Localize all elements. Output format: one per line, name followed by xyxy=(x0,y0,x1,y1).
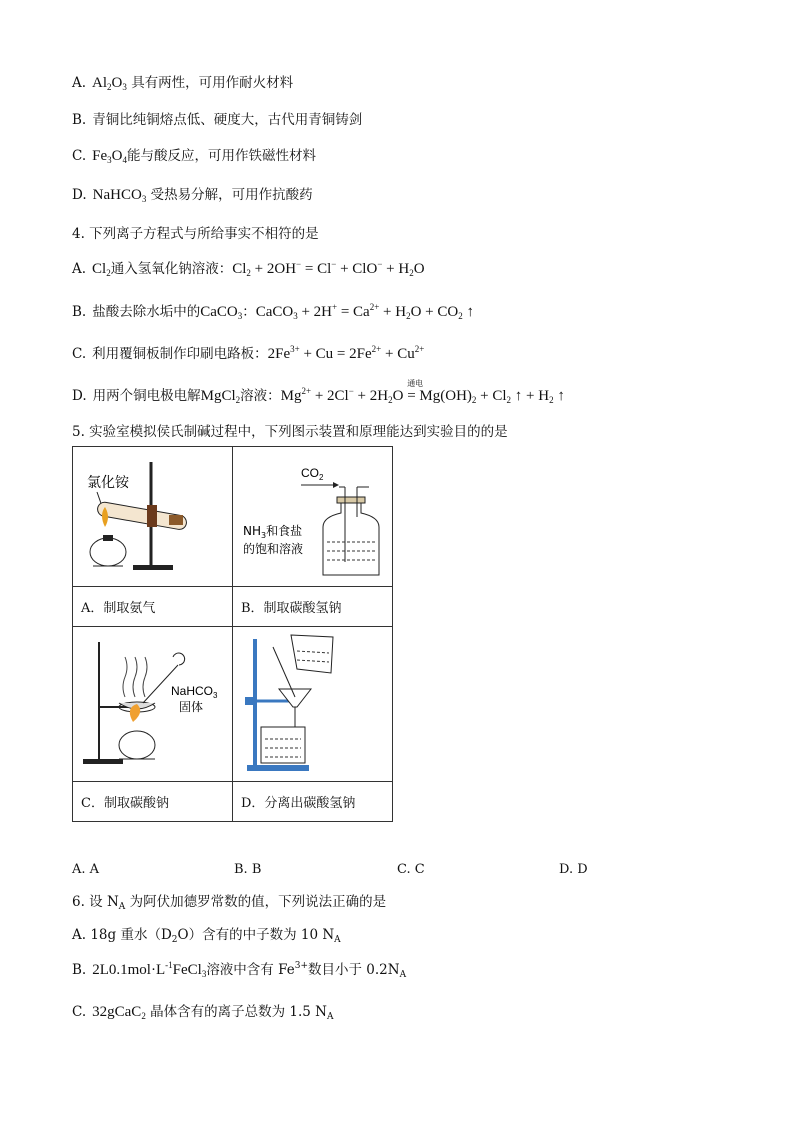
gas-bottle-figure xyxy=(233,447,384,582)
option-label: B. xyxy=(72,112,87,128)
option-label: A. xyxy=(72,75,87,91)
figure-b xyxy=(233,447,393,587)
q3-option-a: A. $Al_2O_3$ 具有两性，可用作耐火材料 xyxy=(72,75,294,92)
apparatus-table xyxy=(72,446,393,822)
fig-c-label: 固体 xyxy=(179,700,204,714)
fig-b-label-1: 和食盐 xyxy=(266,524,303,538)
ammonium-chloride-heating-figure xyxy=(73,447,224,582)
q6-option-b: B. $2L0.1mol\cdot L^{-1}FeCl_3$溶液中含有 $Fe^{3+}$数目小于 $0.2N_A$ xyxy=(72,960,407,980)
q3-option-d: D. NaHCO$_3$ 受热易分解，可用作抗酸药 xyxy=(72,187,313,204)
condition-label: 通电 xyxy=(407,379,424,388)
figure-d xyxy=(233,627,393,782)
option-label: D. xyxy=(72,187,87,203)
q3-option-c: C. $Fe_3O_4$能与酸反应，可用作铁磁性材料 xyxy=(72,148,316,165)
evaporating-dish-figure xyxy=(73,627,224,777)
q4-option-b: B. 盐酸去除水垢中的CaCO$_3$：CaCO$_3$ + $2H^+ = Ca^{2+} + H_2O + CO_2$ ↑ xyxy=(72,302,474,321)
filtration-figure xyxy=(233,627,384,777)
option-text: 具有两性，可用作耐火材料 xyxy=(131,75,294,91)
q6-stem: 6. 设 $N_A$ 为阿伏加德罗常数的值，下列说法正确的是 xyxy=(72,894,387,912)
option-text: 受热易分解，可用作抗酸药 xyxy=(150,187,313,203)
caption-c: C．制取碳酸钠 xyxy=(73,782,233,822)
caption-d: D．分离出碳酸氢钠 xyxy=(233,782,393,822)
q4-option-a: A. $Cl_2$通入氢氧化钠溶液：$Cl_2 + 2OH^- = Cl^- + ClO^- + H_2O$ xyxy=(72,259,425,278)
q4-option-c: C. 利用覆铜板制作印刷电路板：$2Fe^{3+} + Cu = 2Fe^{2+} + Cu^{2+}$ xyxy=(72,344,425,362)
svg-text:NH3和食盐: $NH_3$和食盐 xyxy=(243,524,303,540)
figure-c xyxy=(73,627,233,782)
fig-b-label-2: 的饱和溶液 xyxy=(243,542,304,556)
q4-option-d: D. 用两个铜电极电解MgCl$_2$溶液：$Mg^{2+} + 2Cl^- + 2H_2O$ 通电 = $Mg(OH)_2 + Cl_2$ ↑ + $H_2$ ↑ xyxy=(72,386,565,406)
answer-b: B. B xyxy=(234,862,262,877)
answer-a: A. A xyxy=(72,862,100,877)
q5-stem: 5. 实验室模拟侯氏制碱过程中，下列图示装置和原理能达到实验目的的是 xyxy=(72,424,508,440)
svg-text:CO2: $CO_2$ xyxy=(301,466,324,482)
figure-a xyxy=(73,447,233,587)
q6-option-c: C. 32gCaC$_2$ 晶体含有的离子总数为 1.5 $N_A$ xyxy=(72,1004,334,1022)
svg-text:NaHCO3: NaHCO$_3$ xyxy=(171,684,218,700)
option-label: C. xyxy=(72,148,87,164)
caption-b: B．制取碳酸氢钠 xyxy=(233,587,393,627)
q3-option-b xyxy=(72,110,362,130)
fig-a-label: 氯化铵 xyxy=(87,475,129,491)
option-text: 能与酸反应，可用作铁磁性材料 xyxy=(126,148,316,164)
option-text: 青铜比纯铜熔点低、硬度大，古代用青铜铸剑 xyxy=(92,112,363,128)
q6-option-a: A. 18g 重水$(D_2O)$含有的中子数为 10 $N_A$ xyxy=(72,927,341,945)
caption-a: A．制取氨气 xyxy=(73,587,233,627)
answer-c: C. C xyxy=(397,862,425,877)
q4-stem: 4. 下列离子方程式与所给事实不相符的是 xyxy=(72,226,319,242)
answer-d: D. D xyxy=(559,862,588,877)
